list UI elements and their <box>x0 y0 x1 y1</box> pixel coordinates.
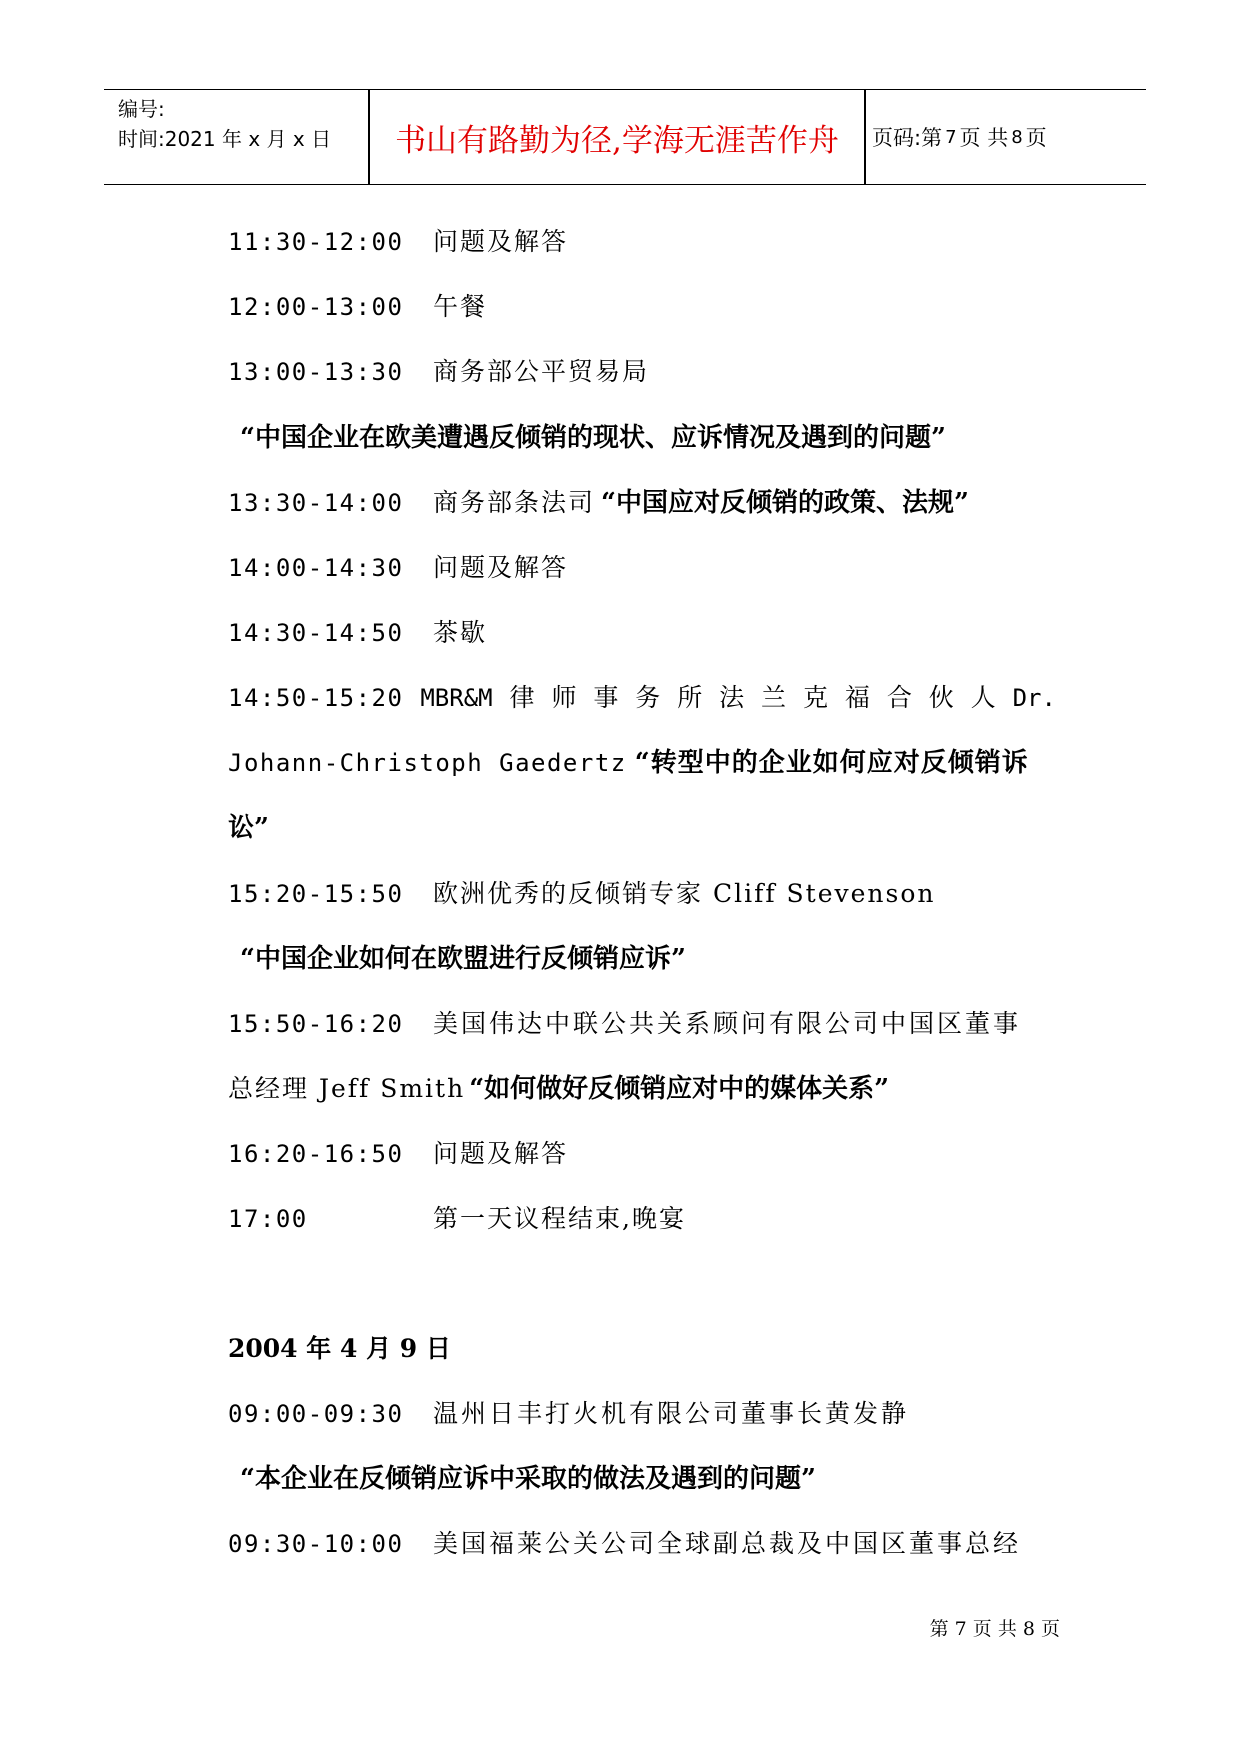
agenda-desc-part: 兰 <box>761 683 787 712</box>
agenda-desc: 问题及解答 <box>433 227 569 256</box>
agenda-item <box>228 291 487 323</box>
agenda-desc-part: 福 <box>844 683 870 712</box>
agenda-topic: “中国企业如何在欧盟进行反倾销应诉” <box>240 944 686 974</box>
header-divider <box>864 90 866 184</box>
agenda-desc: 欧洲优秀的反倾销专家 Cliff Stevenson <box>433 879 936 908</box>
page-footer: 第 7 页 共 8 页 <box>929 1618 1060 1640</box>
agenda-time: 11:30-12:00 <box>228 228 404 256</box>
page-mid: 页 共 <box>959 126 1009 150</box>
agenda-time: 09:30-10:00 <box>228 1530 404 1558</box>
agenda-topic: 讼” <box>228 813 269 843</box>
agenda-desc-part: 律 <box>509 683 535 712</box>
agenda-speaker: Johann-Christoph Gaedertz <box>228 749 627 777</box>
agenda-desc: 问题及解答 <box>433 553 569 582</box>
agenda-item <box>228 1203 686 1235</box>
agenda-topic: “中国应对反倾销的政策、法规” <box>601 488 969 518</box>
agenda-time: 13:30-14:00 <box>228 489 404 517</box>
agenda-time: 14:30-14:50 <box>228 619 404 647</box>
agenda-desc: 美国福莱公关公司全球副总裁及中国区董事总经 <box>433 1529 1022 1558</box>
agenda-item <box>228 617 487 649</box>
agenda-desc: 茶歇 <box>433 618 488 647</box>
agenda-topic: “转型中的企业如何应对反倾销诉 <box>634 748 1029 778</box>
day-heading: 2004 年 4 月 9 日 <box>228 1334 451 1363</box>
agenda-item <box>228 356 649 388</box>
agenda-desc-part: 务 <box>635 683 661 712</box>
agenda-desc: 商务部条法司 <box>433 488 596 517</box>
header-page-info <box>872 90 1047 184</box>
agenda-desc: 问题及解答 <box>433 1139 569 1168</box>
agenda-time: 12:00-13:00 <box>228 293 404 321</box>
agenda-time: 14:50-15:20 <box>228 684 404 712</box>
agenda-desc-part: MBR&M <box>420 684 493 712</box>
agenda-item <box>228 747 1029 779</box>
header-meta <box>118 94 368 154</box>
agenda-topic: “本企业在反倾销应诉中采取的做法及遇到的问题” <box>240 1464 816 1494</box>
agenda-time: 09:00-09:30 <box>228 1400 404 1428</box>
agenda-desc-part: 事 <box>593 683 619 712</box>
agenda-desc-part: 所 <box>677 683 703 712</box>
agenda-item <box>228 878 936 910</box>
document-number-label: 编号: <box>118 97 165 121</box>
agenda-time: 14:00-14:30 <box>228 554 404 582</box>
agenda-topic: “如何做好反倾销应对中的媒体关系” <box>469 1074 890 1104</box>
agenda-desc-part: 法 <box>719 683 745 712</box>
page-suffix: 页 <box>1025 126 1047 150</box>
agenda-desc: 第一天议程结束,晚宴 <box>433 1204 686 1233</box>
agenda-item <box>228 1073 889 1105</box>
agenda-speaker: 总经理 Jeff Smith <box>228 1074 466 1103</box>
page-prefix: 页码:第 <box>872 126 943 150</box>
agenda-desc-part: 伙 <box>928 683 954 712</box>
agenda-time: 15:20-15:50 <box>228 880 404 908</box>
agenda-item <box>228 1528 1021 1560</box>
agenda-desc-part: 合 <box>886 683 912 712</box>
page-total: 8 <box>1011 126 1023 148</box>
agenda-item <box>228 487 969 519</box>
agenda-item <box>228 1398 909 1430</box>
document-time-label: 时间:2021 年 x 月 x 日 <box>118 127 332 151</box>
agenda-item <box>228 1138 568 1170</box>
agenda-desc-part: 师 <box>551 683 577 712</box>
agenda-desc: 温州日丰打火机有限公司董事长黄发静 <box>433 1399 910 1428</box>
agenda-desc-part: 人 <box>970 683 996 712</box>
header-motto: 书山有路勤为径,学海无涯苦作舟 <box>395 122 839 159</box>
agenda-time: 16:20-16:50 <box>228 1140 404 1168</box>
agenda-time: 17:00 <box>228 1205 308 1233</box>
agenda-desc: 午餐 <box>433 292 488 321</box>
agenda-time: 13:00-13:30 <box>228 358 404 386</box>
agenda-desc: 美国伟达中联公共关系顾问有限公司中国区董事 <box>433 1009 1022 1038</box>
agenda-item <box>228 682 1056 714</box>
agenda-desc-part: 克 <box>802 683 828 712</box>
agenda-time: 15:50-16:20 <box>228 1010 404 1038</box>
agenda-item <box>228 1008 1021 1040</box>
agenda-desc: 商务部公平贸易局 <box>433 357 650 386</box>
agenda-item <box>228 552 568 584</box>
agenda-topic: “中国企业在欧美遭遇反倾销的现状、应诉情况及遇到的问题” <box>240 423 946 453</box>
page-header <box>104 89 1146 185</box>
page-current: 7 <box>945 126 957 148</box>
agenda-desc-part: Dr. <box>1012 684 1056 712</box>
agenda-item <box>228 226 568 258</box>
